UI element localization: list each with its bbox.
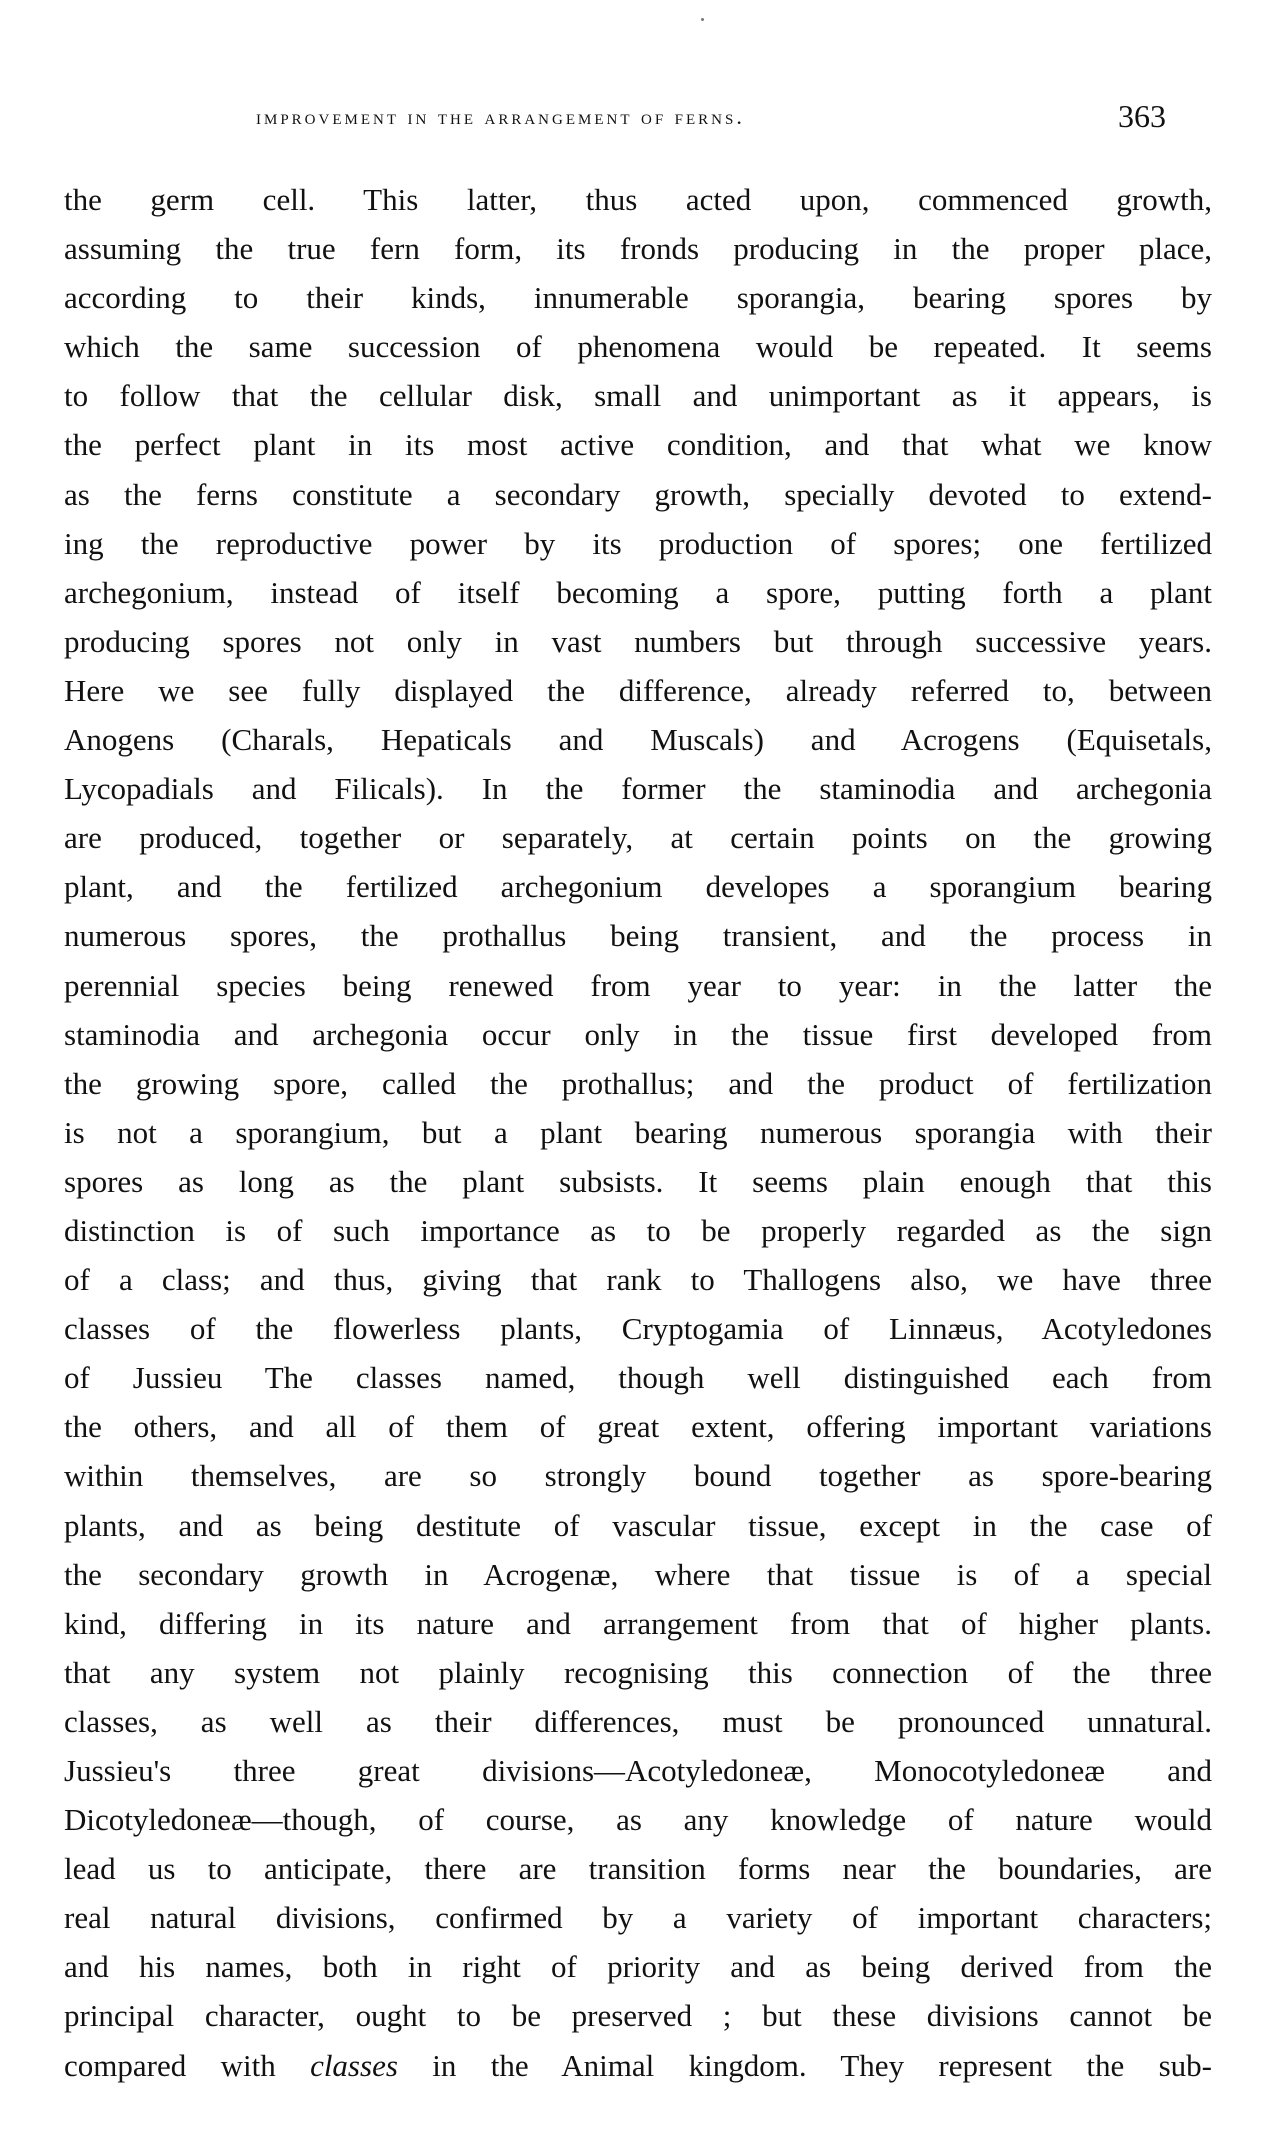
text-line: is not a sporangium, but a plant bearing numerous sporangia with their [64,1114,1212,1150]
text-line: the others, and all of them of great extent, offering important variations [64,1409,1212,1445]
text-line: ing the reproductive power by its production of spores; one fertilized [64,525,1212,561]
text-line: classes, as well as their differences, must be pronounced unnatural. [64,1703,1212,1739]
text-line: plants, and as being destitute of vascular tissue, except in the case of [64,1507,1212,1543]
text-line: Dicotyledoneæ—though, of course, as any knowledge of nature would [64,1802,1212,1838]
text-line: of Jussieu The classes named, though well distinguished each from [64,1360,1212,1396]
text-line: Lycopadials and Filicals). In the former the staminodia and archegonia [64,771,1212,807]
text-line: classes of the flowerless plants, Cryptogamia of Linnæus, Acotyledones [64,1311,1212,1347]
text-line: perennial species being renewed from year to year: in the latter the [64,967,1212,1003]
page-number: 363 [1118,98,1166,134]
italic-word: classes [310,2047,398,2083]
last-line-start: compared with [64,2047,311,2083]
text-line: staminodia and archegonia occur only in the tissue first developed from [64,1016,1212,1052]
text-line: which the same succession of phenomena would be repeated. It seems [64,329,1212,365]
text-line: principal character, ought to be preserved ; but these divisions cannot be [64,1998,1212,2034]
text-line: numerous spores, the prothallus being transient, and the process in [64,918,1212,954]
text-line: the perfect plant in its most active condition, and that what we know [64,427,1212,463]
text-line: plant, and the fertilized archegonium developes a sporangium bearing [64,869,1212,905]
text-line: the growing spore, called the prothallus; and the product of fertilization [64,1065,1212,1101]
text-line: the germ cell. This latter, thus acted upon, commenced growth, [64,182,1212,217]
text-line: Jussieu's three great divisions—Acotyledoneæ, Monocotyledoneæ and [64,1753,1212,1788]
page-speck [701,18,704,21]
text-line-last [64,2041,1212,2090]
text-line: archegonium, instead of itself becoming a spore, putting forth a plant [64,574,1212,610]
text-line: within themselves, are so strongly bound together as spore-bearing [64,1458,1212,1494]
text-line: real natural divisions, confirmed by a variety of important characters; [64,1900,1212,1936]
text-line: are produced, together or separately, at certain points on the growing [64,820,1212,856]
text-line: kind, differing in its nature and arrangement from that of higher plants. [64,1605,1212,1641]
text-line: to follow that the cellular disk, small and unimportant as it appears, is [64,378,1212,414]
text-line: according to their kinds, innumerable sporangia, bearing spores by [64,280,1212,316]
text-line: spores as long as the plant subsists. It seems plain enough that this [64,1163,1212,1199]
text-line: assuming the true fern form, its fronds producing in the proper place, [64,231,1212,267]
text-line: Anogens (Charals, Hepaticals and Muscals) and Acrogens (Equisetals, [64,722,1212,758]
running-title: improvement in the arrangement of ferns. [256,104,745,129]
text-line: of a class; and thus, giving that rank to Thallogens also, we have three [64,1262,1212,1298]
text-line: lead us to anticipate, there are transition forms near the boundaries, are [64,1851,1212,1887]
text-line: as the ferns constitute a secondary growth, specially devoted to extend- [64,476,1212,512]
text-line: the secondary growth in Acrogenæ, where that tissue is of a special [64,1556,1212,1592]
last-line-end: in the Animal kingdom. They represent the sub- [397,2047,1213,2083]
text-line: and his names, both in right of priority and as being derived from the [64,1949,1212,1985]
text-line: distinction is of such importance as to be properly regarded as the sign [64,1212,1212,1248]
text-line: producing spores not only in vast numbers but through successive years. [64,623,1212,659]
text-line: Here we see fully displayed the difference, already referred to, between [64,672,1212,708]
body-text [64,175,1212,2090]
text-line: that any system not plainly recognising this connection of the three [64,1654,1212,1690]
